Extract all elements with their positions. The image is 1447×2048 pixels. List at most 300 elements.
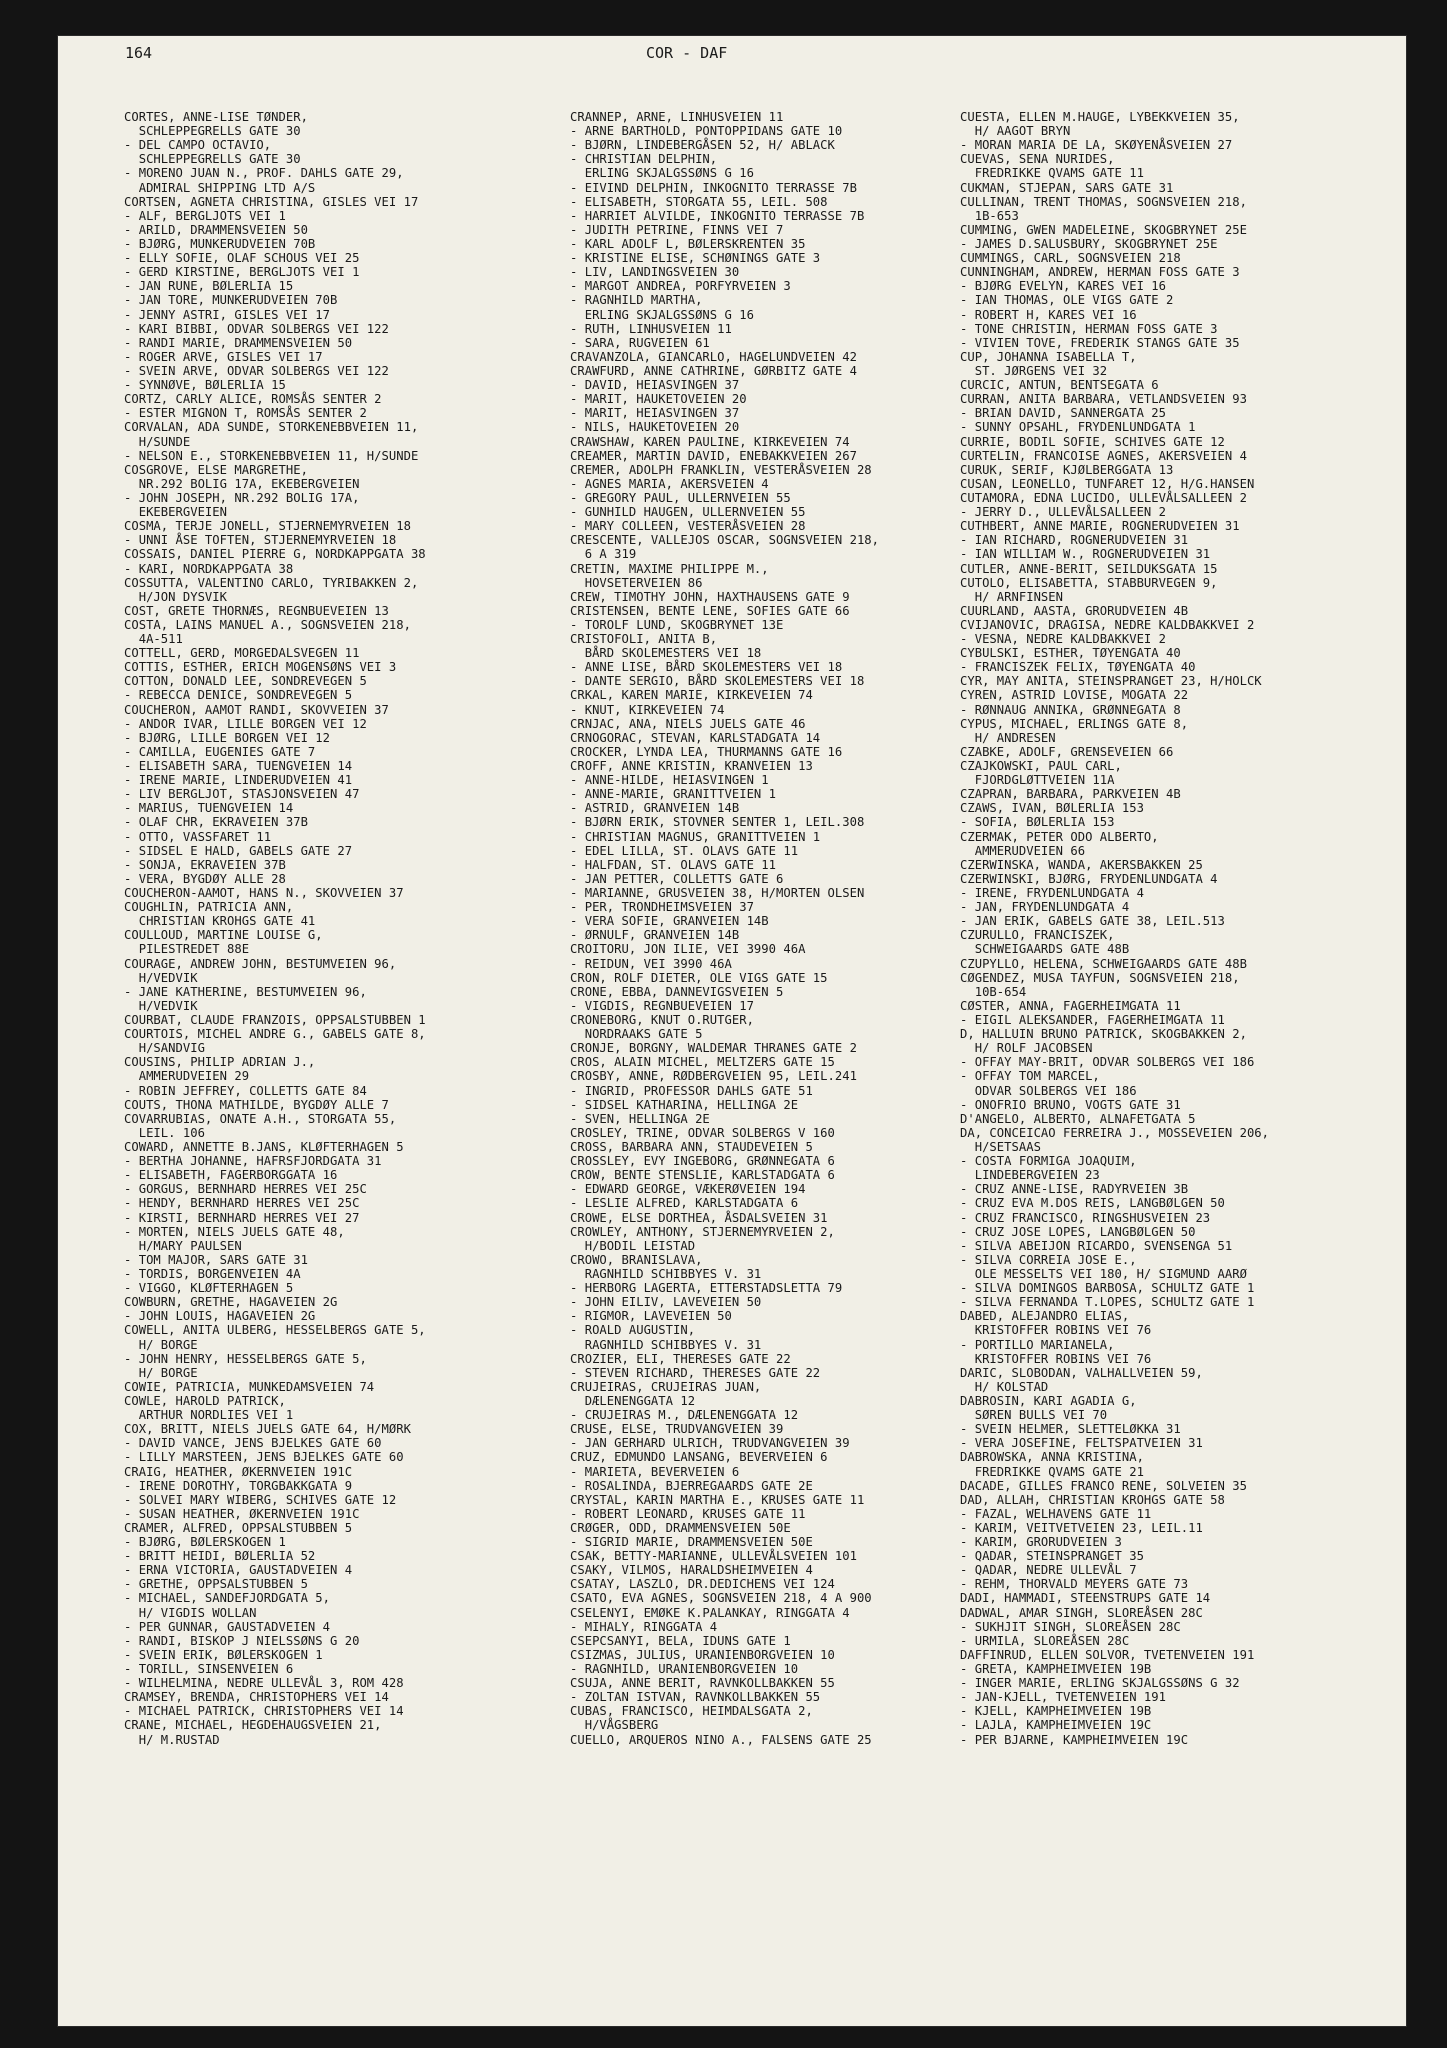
- directory-entry-line: CSAK, BETTY-MARIANNE, ULLEVÅLSVEIEN 101: [570, 1549, 857, 1564]
- directory-entry-line: - JAN PETTER, COLLETTS GATE 6: [570, 871, 784, 886]
- directory-entry-line: CRAWFURD, ANNE CATHRINE, GØRBITZ GATE 4: [570, 363, 857, 378]
- directory-entry-line: SCHLEPPEGRELLS GATE 30: [124, 124, 301, 139]
- directory-entry-line: - IRENE, FRYDENLUNDGATA 4: [960, 886, 1144, 901]
- directory-entry-line: - FAZAL, WELHAVENS GATE 11: [960, 1506, 1152, 1521]
- directory-entry-line: CYBULSKI, ESTHER, TØYENGATA 40: [960, 646, 1181, 661]
- directory-entry-line: - GREGORY PAUL, ULLERNVEIEN 55: [570, 490, 791, 505]
- directory-entry-line: CYR, MAY ANITA, STEINSPRANGET 23, H/HOLCK: [960, 674, 1262, 689]
- directory-entry-line: CROWLEY, ANTHONY, STJERNEMYRVEIEN 2,: [570, 1224, 835, 1239]
- directory-entry-line: SØREN BULLS VEI 70: [960, 1408, 1108, 1423]
- directory-entry-line: - RIGMOR, LAVEVEIEN 50: [570, 1309, 732, 1324]
- directory-entry-line: DABROWSKA, ANNA KRISTINA,: [960, 1450, 1144, 1465]
- directory-entry-line: CRUSE, ELSE, TRUDVANGVEIEN 39: [570, 1422, 784, 1437]
- directory-entry-line: CYPUS, MICHAEL, ERLINGS GATE 8,: [960, 716, 1189, 731]
- directory-entry-line: CREAMER, MARTIN DAVID, ENEBAKKVEIEN 267: [570, 448, 857, 463]
- directory-entry-line: AMMERUDVEIEN 66: [960, 843, 1086, 858]
- directory-entry-line: CRAIG, HEATHER, ØKERNVEIEN 191C: [124, 1464, 353, 1479]
- directory-entry-line: - GERD KIRSTINE, BERGLJOTS VEI 1: [124, 265, 360, 280]
- directory-entry-line: - GRETHE, OPPSALSTUBBEN 5: [124, 1577, 308, 1592]
- directory-entry-line: EKEBERGVEIEN: [124, 505, 228, 520]
- directory-entry-line: - REHM, THORVALD MEYERS GATE 73: [960, 1577, 1189, 1592]
- directory-entry-line: - INGER MARIE, ERLING SKJALGSSØNS G 32: [960, 1676, 1240, 1691]
- directory-entry-line: CURRIE, BODIL SOFIE, SCHIVES GATE 12: [960, 434, 1225, 449]
- directory-entry-line: COSSAIS, DANIEL PIERRE G, NORDKAPPGATA 38: [124, 547, 426, 562]
- directory-entry-line: RAGNHILD SCHIBBYES V. 31: [570, 1337, 762, 1352]
- directory-entry-line: FJORDGLØTTVEIEN 11A: [960, 773, 1115, 788]
- directory-entry-line: - PER BJARNE, KAMPHEIMVEIEN 19C: [960, 1732, 1189, 1747]
- directory-entry-line: H/ KOLSTAD: [960, 1379, 1049, 1394]
- directory-entry-line: CRAWSHAW, KAREN PAULINE, KIRKEVEIEN 74: [570, 434, 850, 449]
- directory-entry-line: - VERA JOSEFINE, FELTSPATVEIEN 31: [960, 1436, 1203, 1451]
- directory-entry-line: CROFF, ANNE KRISTIN, KRANVEIEN 13: [570, 759, 813, 774]
- directory-entry-line: LINDEBERGVEIEN 23: [960, 1168, 1100, 1183]
- directory-entry-line: - ARILD, DRAMMENSVEIEN 50: [124, 222, 308, 237]
- directory-entry-line: 1B-653: [960, 208, 1019, 223]
- directory-entry-line: - IAN THOMAS, OLE VIGS GATE 2: [960, 293, 1174, 308]
- directory-entry-line: CSATAY, LASZLO, DR.DEDICHENS VEI 124: [570, 1577, 835, 1592]
- directory-entry-line: - BERTHA JOHANNE, HAFRSFJORDGATA 31: [124, 1154, 382, 1169]
- directory-entry-line: - ELISABETH, STORGATA 55, LEIL. 508: [570, 194, 828, 209]
- directory-entry-line: COUCHERON-AAMOT, HANS N., SKOVVEIEN 37: [124, 886, 404, 901]
- directory-entry-line: - KARIM, GRORUDVEIEN 3: [960, 1535, 1122, 1550]
- directory-entry-line: - SOLVEI MARY WIBERG, SCHIVES GATE 12: [124, 1492, 397, 1507]
- directory-entry-line: CROWO, BRANISLAVA,: [570, 1252, 703, 1267]
- directory-entry-line: - CRUZ ANNE-LISE, RADYRVEIEN 3B: [960, 1182, 1189, 1197]
- directory-entry-line: CZUPYLLO, HELENA, SCHWEIGAARDS GATE 48B: [960, 956, 1247, 971]
- directory-entry-line: H/SANDVIG: [124, 1041, 205, 1056]
- directory-entry-line: H/SUNDE: [124, 434, 191, 449]
- directory-entry-line: CREMER, ADOLPH FRANKLIN, VESTERÅSVEIEN 28: [570, 462, 872, 477]
- directory-entry-line: - JENNY ASTRI, GISLES VEI 17: [124, 307, 331, 322]
- directory-entry-line: CSELENYI, EMØKE K.PALANKAY, RINGGATA 4: [570, 1605, 850, 1620]
- directory-entry-line: DADWAL, AMAR SINGH, SLOREÅSEN 28C: [960, 1605, 1203, 1620]
- directory-entry-line: ARTHUR NORDLIES VEI 1: [124, 1408, 294, 1423]
- directory-entry-line: - CRUZ JOSE LOPES, LANGBØLGEN 50: [960, 1224, 1196, 1239]
- directory-entry-line: - MORENO JUAN N., PROF. DAHLS GATE 29,: [124, 166, 404, 181]
- directory-entry-line: - LIV BERGLJOT, STASJONSVEIEN 47: [124, 787, 360, 802]
- directory-entry-line: - HENDY, BERNHARD HERRES VEI 25C: [124, 1196, 360, 1211]
- directory-entry-line: CURTELIN, FRANCOISE AGNES, AKERSVEIEN 4: [960, 448, 1247, 463]
- directory-entry-line: - MIHALY, RINGGATA 4: [570, 1619, 718, 1634]
- directory-entry-line: - KARI, NORDKAPPGATA 38: [124, 561, 294, 576]
- directory-entry-line: - EDWARD GEORGE, VÆKERØVEIEN 194: [570, 1182, 806, 1197]
- directory-entry-line: - IRENE DOROTHY, TORGBAKKGATA 9: [124, 1478, 353, 1493]
- directory-entry-line: - REBECCA DENICE, SONDREVEGEN 5: [124, 688, 353, 703]
- directory-entry-line: COUTS, THONA MATHILDE, BYGDØY ALLE 7: [124, 1097, 389, 1112]
- directory-entry-line: - RANDI, BISKOP J NIELSSØNS G 20: [124, 1633, 360, 1648]
- directory-entry-line: - CHRISTIAN MAGNUS, GRANITTVEIEN 1: [570, 829, 821, 844]
- directory-entry-line: H/MARY PAULSEN: [124, 1238, 242, 1253]
- directory-entry-line: - QADAR, STEINSPRANGET 35: [960, 1549, 1144, 1564]
- entry-column-3: [960, 110, 1269, 1747]
- directory-entry-line: H/VEDVIK: [124, 998, 198, 1013]
- directory-entry-line: COTTON, DONALD LEE, SONDREVEGEN 5: [124, 674, 367, 689]
- directory-entry-line: - GORGUS, BERNHARD HERRES VEI 25C: [124, 1182, 367, 1197]
- directory-entry-line: COURTOIS, MICHEL ANDRE G., GABELS GATE 8,: [124, 1027, 426, 1042]
- directory-entry-line: H/ VIGDIS WOLLAN: [124, 1605, 257, 1620]
- directory-entry-line: CROSS, BARBARA ANN, STAUDEVEIEN 5: [570, 1139, 813, 1154]
- directory-entry-line: CRAMSEY, BRENDA, CHRISTOPHERS VEI 14: [124, 1690, 389, 1705]
- directory-entry-line: - WILHELMINA, NEDRE ULLEVÅL 3, ROM 428: [124, 1676, 404, 1691]
- directory-entry-line: - VERA, BYGDØY ALLE 28: [124, 871, 286, 886]
- directory-entry-line: - SOFIA, BØLERLIA 153: [960, 815, 1115, 830]
- directory-entry-line: CROW, BENTE STENSLIE, KARLSTADGATA 6: [570, 1168, 835, 1183]
- directory-entry-line: - JUDITH PETRINE, FINNS VEI 7: [570, 222, 784, 237]
- directory-entry-line: - SUNNY OPSAHL, FRYDENLUNDGATA 1: [960, 420, 1196, 435]
- directory-entry-line: - MARGOT ANDREA, PORFYRVEIEN 3: [570, 279, 791, 294]
- directory-entry-line: DADI, HAMMADI, STEENSTRUPS GATE 14: [960, 1591, 1211, 1606]
- directory-entry-line: COURBAT, CLAUDE FRANZOIS, OPPSALSTUBBEN 1: [124, 1013, 426, 1027]
- directory-entry-line: - CHRISTIAN DELPHIN,: [570, 152, 718, 167]
- directory-entry-line: - MICHAEL PATRICK, CHRISTOPHERS VEI 14: [124, 1704, 404, 1719]
- directory-entry-line: - CRUJEIRAS M., DÆLENENGGATA 12: [570, 1408, 799, 1423]
- directory-entry-line: - SVEIN ARVE, ODVAR SOLBERGS VEI 122: [124, 363, 389, 378]
- directory-entry-line: - BRITT HEIDI, BØLERLIA 52: [124, 1549, 316, 1564]
- directory-entry-line: - JOHN LOUIS, HAGAVEIEN 2G: [124, 1309, 316, 1324]
- directory-entry-line: - ROBERT LEONARD, KRUSES GATE 11: [570, 1506, 806, 1521]
- directory-entry-line: - TORDIS, BORGENVEIEN 4A: [124, 1266, 301, 1281]
- directory-entry-line: - IAN RICHARD, ROGNERUDVEIEN 31: [960, 533, 1189, 548]
- directory-entry-line: CZAWS, IVAN, BØLERLIA 153: [960, 801, 1144, 816]
- directory-entry-line: CUSAN, LEONELLO, TUNFARET 12, H/G.HANSEN: [960, 476, 1255, 491]
- directory-entry-line: H/BODIL LEISTAD: [570, 1238, 696, 1253]
- directory-entry-line: - ROSALINDA, BJERREGAARDS GATE 2E: [570, 1478, 813, 1493]
- directory-entry-line: - SILVA DOMINGOS BARBOSA, SCHULTZ GATE 1: [960, 1281, 1255, 1296]
- directory-entry-line: - ROALD AUGUSTIN,: [570, 1323, 696, 1338]
- directory-entry-line: COWELL, ANITA ULBERG, HESSELBERGS GATE 5,: [124, 1323, 426, 1338]
- directory-entry-line: COTTIS, ESTHER, ERICH MOGENSØNS VEI 3: [124, 660, 397, 675]
- directory-entry-line: CROZIER, ELI, THERESES GATE 22: [570, 1351, 791, 1366]
- directory-entry-line: CRANE, MICHAEL, HEGDEHAUGSVEIEN 21,: [124, 1718, 382, 1733]
- directory-entry-line: - VIGGO, KLØFTERHAGEN 5: [124, 1281, 294, 1296]
- directory-entry-line: - JAMES D.SALUSBURY, SKOGBRYNET 25E: [960, 236, 1218, 251]
- directory-entry-line: - INGRID, PROFESSOR DAHLS GATE 51: [570, 1083, 813, 1098]
- directory-entry-line: CUESTA, ELLEN M.HAUGE, LYBEKKVEIEN 35,: [960, 110, 1240, 124]
- directory-entry-line: CULLINAN, TRENT THOMAS, SOGNSVEIEN 218,: [960, 194, 1247, 209]
- directory-entry-line: - IRENE MARIE, LINDERUDVEIEN 41: [124, 773, 353, 788]
- directory-entry-line: CUBAS, FRANCISCO, HEIMDALSGATA 2,: [570, 1704, 813, 1719]
- directory-entry-line: - ZOLTAN ISTVAN, RAVNKOLLBAKKEN 55: [570, 1690, 821, 1705]
- directory-entry-line: CUELLO, ARQUEROS NINO A., FALSENS GATE 25: [570, 1732, 872, 1747]
- directory-entry-line: CSUJA, ANNE BERIT, RAVNKOLLBAKKEN 55: [570, 1676, 835, 1691]
- directory-entry-line: CURUK, SERIF, KJØLBERGGATA 13: [960, 462, 1174, 477]
- directory-entry-line: H/VÅGSBERG: [570, 1718, 659, 1733]
- directory-entry-line: - MORAN MARIA DE LA, SKØYENÅSVEIEN 27: [960, 138, 1233, 153]
- directory-entry-line: - ØRNULF, GRANVEIEN 14B: [570, 928, 740, 943]
- directory-entry-line: - SARA, RUGVEIEN 61: [570, 335, 710, 350]
- directory-entry-line: - ESTER MIGNON T, ROMSÅS SENTER 2: [124, 406, 367, 421]
- directory-entry-line: - LILLY MARSTEEN, JENS BJELKES GATE 60: [124, 1450, 404, 1465]
- directory-entry-line: CSAKY, VILMOS, HARALDSHEIMVEIEN 4: [570, 1563, 813, 1578]
- directory-entry-line: H/ BORGE: [124, 1365, 198, 1380]
- directory-entry-line: - HARRIET ALVILDE, INKOGNITO TERRASSE 7B: [570, 208, 865, 223]
- directory-entry-line: - ANNE-HILDE, HEIASVINGEN 1: [570, 773, 769, 788]
- directory-entry-line: H/ M.RUSTAD: [124, 1732, 220, 1747]
- directory-entry-line: ERLING SKJALGSSØNS G 16: [570, 166, 754, 181]
- directory-entry-line: - LIV, LANDINGSVEIEN 30: [570, 265, 740, 280]
- directory-entry-line: COUGHLIN, PATRICIA ANN,: [124, 900, 294, 915]
- directory-entry-line: ODVAR SOLBERGS VEI 186: [960, 1083, 1137, 1098]
- directory-entry-line: - VERA SOFIE, GRANVEIEN 14B: [570, 914, 769, 929]
- directory-entry-line: CUMMINGS, CARL, SOGNSVEIEN 218: [960, 251, 1181, 266]
- directory-entry-line: - RANDI MARIE, DRAMMENSVEIEN 50: [124, 335, 353, 350]
- directory-entry-line: CORTES, ANNE-LISE TØNDER,: [124, 110, 308, 124]
- directory-entry-line: CRKAL, KAREN MARIE, KIRKEVEIEN 74: [570, 688, 813, 703]
- directory-entry-line: CRAVANZOLA, GIANCARLO, HAGELUNDVEIEN 42: [570, 349, 857, 364]
- directory-entry-line: - KIRSTI, BERNHARD HERRES VEI 27: [124, 1210, 360, 1225]
- directory-entry-line: - ONOFRIO BRUNO, VOGTS GATE 31: [960, 1097, 1181, 1112]
- directory-entry-line: CROSBY, ANNE, RØDBERGVEIEN 95, LEIL.241: [570, 1069, 857, 1084]
- directory-entry-line: CZAJKOWSKI, PAUL CARL,: [960, 759, 1122, 774]
- directory-entry-line: CUEVAS, SENA NURIDES,: [960, 152, 1115, 167]
- directory-entry-line: HOVSETERVEIEN 86: [570, 575, 703, 590]
- directory-entry-line: SCHLEPPEGRELLS GATE 30: [124, 152, 301, 167]
- directory-entry-line: CRØGER, ODD, DRAMMENSVEIEN 50E: [570, 1520, 791, 1535]
- directory-entry-line: - OTTO, VASSFARET 11: [124, 829, 272, 844]
- directory-entry-line: CRUJEIRAS, CRUJEIRAS JUAN,: [570, 1379, 762, 1394]
- directory-entry-line: CROS, ALAIN MICHEL, MELTZERS GATE 15: [570, 1055, 835, 1070]
- directory-entry-line: - FRANCISZEK FELIX, TØYENGATA 40: [960, 660, 1196, 675]
- directory-entry-line: DABROSIN, KARI AGADIA G,: [960, 1393, 1137, 1408]
- directory-entry-line: - KRISTINE ELISE, SCHØNINGS GATE 3: [570, 251, 821, 266]
- directory-entry-line: - LAJLA, KAMPHEIMVEIEN 19C: [960, 1718, 1152, 1733]
- directory-entry-line: - VIGDIS, REGNBUEVEIEN 17: [570, 998, 754, 1013]
- directory-entry-line: CRONE, EBBA, DANNEVIGSVEIEN 5: [570, 984, 784, 999]
- directory-entry-line: - HALFDAN, ST. OLAVS GATE 11: [570, 857, 777, 872]
- directory-entry-line: H/SETSAAS: [960, 1139, 1041, 1154]
- directory-entry-line: - MARIT, HAUKETOVEIEN 20: [570, 392, 747, 407]
- directory-entry-line: OLE MESSELTS VEI 180, H/ SIGMUND AARØ: [960, 1266, 1247, 1281]
- directory-entry-line: CRYSTAL, KARIN MARTHA E., KRUSES GATE 11: [570, 1492, 865, 1507]
- directory-entry-line: COULLOUD, MARTINE LOUISE G,: [124, 928, 323, 943]
- directory-entry-line: CZAPRAN, BARBARA, PARKVEIEN 4B: [960, 787, 1181, 802]
- directory-entry-line: H/ ARNFINSEN: [960, 589, 1064, 604]
- directory-entry-line: - SILVA ABEIJON RICARDO, SVENSENGA 51: [960, 1238, 1233, 1253]
- directory-entry-line: - MARY COLLEEN, VESTERÅSVEIEN 28: [570, 519, 806, 534]
- directory-entry-line: - JAN GERHARD ULRICH, TRUDVANGVEIEN 39: [570, 1436, 850, 1451]
- directory-entry-line: - ROBERT H, KARES VEI 16: [960, 307, 1137, 322]
- directory-entry-line: COX, BRITT, NIELS JUELS GATE 64, H/MØRK: [124, 1422, 411, 1437]
- directory-entry-line: - REIDUN, VEI 3990 46A: [570, 956, 732, 971]
- directory-entry-line: - VIVIEN TOVE, FREDERIK STANGS GATE 35: [960, 335, 1240, 350]
- directory-entry-line: 4A-511: [124, 632, 183, 647]
- directory-entry-line: CUTAMORA, EDNA LUCIDO, ULLEVÅLSALLEEN 2: [960, 490, 1247, 505]
- directory-entry-line: - SIDSEL KATHARINA, HELLINGA 2E: [570, 1097, 799, 1112]
- directory-entry-line: - TOM MAJOR, SARS GATE 31: [124, 1252, 308, 1267]
- directory-entry-line: - ANNE LISE, BÅRD SKOLEMESTERS VEI 18: [570, 660, 843, 675]
- directory-entry-line: CORVALAN, ADA SUNDE, STORKENEBBVEIEN 11,: [124, 420, 419, 435]
- directory-entry-line: - JERRY D., ULLEVÅLSALLEEN 2: [960, 505, 1167, 520]
- directory-entry-line: PILESTREDET 88E: [124, 942, 250, 957]
- directory-entry-line: - BJØRG, LILLE BORGEN VEI 12: [124, 730, 331, 745]
- directory-entry-line: CRETIN, MAXIME PHILIPPE M.,: [570, 561, 769, 576]
- directory-entry-line: CZURULLO, FRANCISZEK,: [960, 928, 1115, 943]
- directory-entry-line: - ALF, BERGLJOTS VEI 1: [124, 208, 286, 223]
- directory-entry-line: CHRISTIAN KROHGS GATE 41: [124, 914, 316, 929]
- directory-entry-line: - SIDSEL E HALD, GABELS GATE 27: [124, 843, 353, 858]
- directory-entry-line: CUTOLO, ELISABETTA, STABBURVEGEN 9,: [960, 575, 1218, 590]
- directory-entry-line: CSIZMAS, JULIUS, URANIENBORGVEIEN 10: [570, 1647, 835, 1662]
- directory-entry-line: - KARI BIBBI, ODVAR SOLBERGS VEI 122: [124, 321, 389, 336]
- directory-entry-line: AMMERUDVEIEN 29: [124, 1069, 250, 1084]
- directory-entry-line: - VESNA, NEDRE KALDBAKKVEI 2: [960, 632, 1167, 647]
- directory-entry-line: - STEVEN RICHARD, THERESES GATE 22: [570, 1365, 821, 1380]
- directory-entry-line: - JAN ERIK, GABELS GATE 38, LEIL.513: [960, 914, 1225, 929]
- directory-entry-line: KRISTOFFER ROBINS VEI 76: [960, 1351, 1152, 1366]
- directory-entry-line: - BJØRN, LINDEBERGÅSEN 52, H/ ABLACK: [570, 138, 835, 153]
- directory-entry-line: - URMILA, SLOREÅSEN 28C: [960, 1633, 1130, 1648]
- directory-entry-line: CRISTENSEN, BENTE LENE, SOFIES GATE 66: [570, 603, 850, 618]
- directory-entry-line: - MICHAEL, SANDEFJORDGATA 5,: [124, 1591, 331, 1606]
- directory-entry-line: CUMMING, GWEN MADELEINE, SKOGBRYNET 25E: [960, 222, 1247, 237]
- directory-entry-line: - MARIT, HEIASVINGEN 37: [570, 406, 740, 421]
- directory-entry-line: - LESLIE ALFRED, KARLSTADGATA 6: [570, 1196, 799, 1211]
- directory-entry-line: - BJØRG, BØLERSKOGEN 1: [124, 1535, 286, 1550]
- directory-entry-line: CZABKE, ADOLF, GRENSEVEIEN 66: [960, 744, 1174, 759]
- directory-entry-line: COURAGE, ANDREW JOHN, BESTUMVEIEN 96,: [124, 956, 397, 971]
- directory-entry-line: COSMA, TERJE JONELL, STJERNEMYRVEIEN 18: [124, 519, 411, 534]
- directory-entry-line: CORTZ, CARLY ALICE, ROMSÅS SENTER 2: [124, 392, 382, 407]
- directory-entry-line: - RAGNHILD, URANIENBORGVEIEN 10: [570, 1662, 799, 1677]
- directory-entry-line: 6 A 319: [570, 547, 637, 562]
- page-number: 164: [125, 44, 153, 62]
- directory-entry-line: CUTLER, ANNE-BERIT, SEILDUKSGATA 15: [960, 561, 1218, 576]
- directory-entry-line: - DAVID VANCE, JENS BJELKES GATE 60: [124, 1436, 382, 1451]
- directory-entry-line: - SIGRID MARIE, DRAMMENSVEIEN 50E: [570, 1535, 813, 1550]
- directory-entry-line: CRISTOFOLI, ANITA B,: [570, 632, 718, 647]
- directory-entry-line: FREDRIKKE QVAMS GATE 21: [960, 1464, 1144, 1479]
- directory-entry-line: - HERBORG LAGERTA, ETTERSTADSLETTA 79: [570, 1281, 843, 1296]
- directory-entry-line: - ELISABETH SARA, TUENGVEIEN 14: [124, 759, 353, 774]
- directory-entry-line: CZERWINSKA, WANDA, AKERSBAKKEN 25: [960, 857, 1203, 872]
- directory-entry-line: - JAN-KJELL, TVETENVEIEN 191: [960, 1690, 1167, 1705]
- directory-entry-line: CØSTER, ANNA, FAGERHEIMGATA 11: [960, 998, 1181, 1013]
- directory-entry-line: - ANDOR IVAR, LILLE BORGEN VEI 12: [124, 716, 367, 731]
- directory-entry-line: - KNUT, KIRKEVEIEN 74: [570, 702, 725, 717]
- directory-entry-line: COTTELL, GERD, MORGEDALSVEGEN 11: [124, 646, 360, 661]
- directory-entry-line: - MARIANNE, GRUSVEIEN 38, H/MORTEN OLSEN: [570, 886, 865, 901]
- directory-entry-line: - ROBIN JEFFREY, COLLETTS GATE 84: [124, 1083, 367, 1098]
- directory-entry-line: - RØNNAUG ANNIKA, GRØNNEGATA 8: [960, 702, 1181, 717]
- directory-entry-line: - GUNHILD HAUGEN, ULLERNVEIEN 55: [570, 505, 806, 520]
- directory-entry-line: - OLAF CHR, EKRAVEIEN 37B: [124, 815, 308, 830]
- directory-entry-line: H/ AAGOT BRYN: [960, 124, 1071, 139]
- directory-entry-line: - RUTH, LINHUSVEIEN 11: [570, 321, 732, 336]
- directory-entry-line: H/ ROLF JACOBSEN: [960, 1041, 1093, 1056]
- directory-entry-line: - ASTRID, GRANVEIEN 14B: [570, 801, 740, 816]
- directory-entry-line: COWIE, PATRICIA, MUNKEDAMSVEIEN 74: [124, 1379, 375, 1394]
- directory-entry-line: COWARD, ANNETTE B.JANS, KLØFTERHAGEN 5: [124, 1139, 404, 1154]
- directory-entry-line: - JAN, FRYDENLUNDGATA 4: [960, 900, 1130, 915]
- directory-entry-line: D, HALLUIN BRUNO PATRICK, SKOGBAKKEN 2,: [960, 1027, 1247, 1042]
- directory-entry-line: - IAN WILLIAM W., ROGNERUDVEIEN 31: [960, 547, 1211, 562]
- directory-entry-line: H/JON DYSVIK: [124, 589, 228, 604]
- directory-entry-line: - RAGNHILD MARTHA,: [570, 293, 703, 308]
- directory-entry-line: - KARL ADOLF L, BØLERSKRENTEN 35: [570, 236, 806, 251]
- directory-entry-line: - TOROLF LUND, SKOGBRYNET 13E: [570, 617, 784, 632]
- directory-entry-line: - SUSAN HEATHER, ØKERNVEIEN 191C: [124, 1506, 360, 1521]
- directory-entry-line: - TORILL, SINSENVEIEN 6: [124, 1662, 294, 1677]
- directory-entry-line: - CRUZ EVA M.DOS REIS, LANGBØLGEN 50: [960, 1196, 1225, 1211]
- directory-entry-line: - MARIUS, TUENGVEIEN 14: [124, 801, 294, 816]
- directory-entry-line: CSEPCSANYI, BELA, IDUNS GATE 1: [570, 1633, 791, 1648]
- entry-column-1: [124, 110, 426, 1747]
- directory-entry-line: COVARRUBIAS, ONATE A.H., STORGATA 55,: [124, 1111, 397, 1126]
- directory-entry-line: COSTA, LAINS MANUEL A., SOGNSVEIEN 218,: [124, 617, 411, 632]
- directory-entry-line: - PER, TRONDHEIMSVEIEN 37: [570, 900, 754, 915]
- directory-entry-line: CRUZ, EDMUNDO LANSANG, BEVERVEIEN 6: [570, 1450, 828, 1465]
- directory-entry-line: CUKMAN, STJEPAN, SARS GATE 31: [960, 180, 1174, 195]
- directory-entry-line: NORDRAAKS GATE 5: [570, 1027, 703, 1042]
- directory-entry-line: H/VEDVIK: [124, 970, 198, 985]
- directory-entry-line: COUCHERON, AAMOT RANDI, SKOVVEIEN 37: [124, 702, 389, 717]
- directory-entry-line: - JOHN EILIV, LAVEVEIEN 50: [570, 1295, 762, 1310]
- directory-entry-line: CRNOGORAC, STEVAN, KARLSTADGATA 14: [570, 730, 821, 745]
- directory-entry-line: DAD, ALLAH, CHRISTIAN KROHGS GATE 58: [960, 1492, 1225, 1507]
- directory-entry-line: ST. JØRGENS VEI 32: [960, 363, 1108, 378]
- directory-entry-line: - MORTEN, NIELS JUELS GATE 48,: [124, 1224, 345, 1239]
- directory-entry-line: FREDRIKKE QVAMS GATE 11: [960, 166, 1144, 181]
- directory-entry-line: - DEL CAMPO OCTAVIO,: [124, 138, 272, 153]
- directory-entry-line: CRANNEP, ARNE, LINHUSVEIEN 11: [570, 110, 784, 124]
- directory-entry-line: - JOHN HENRY, HESSELBERGS GATE 5,: [124, 1351, 367, 1366]
- directory-entry-line: CRONEBORG, KNUT O.RUTGER,: [570, 1013, 754, 1027]
- directory-entry-line: - EDEL LILLA, ST. OLAVS GATE 11: [570, 843, 799, 858]
- directory-entry-line: DACADE, GILLES FRANCO RENE, SOLVEIEN 35: [960, 1478, 1247, 1493]
- directory-entry-line: COSGROVE, ELSE MARGRETHE,: [124, 462, 308, 477]
- directory-entry-line: - SVEN, HELLINGA 2E: [570, 1111, 710, 1126]
- directory-entry-line: - NILS, HAUKETOVEIEN 20: [570, 420, 740, 435]
- directory-entry-line: CRON, ROLF DIETER, OLE VIGS GATE 15: [570, 970, 828, 985]
- directory-entry-line: CRONJE, BORGNY, WALDEMAR THRANES GATE 2: [570, 1041, 857, 1056]
- directory-entry-line: - TONE CHRISTIN, HERMAN FOSS GATE 3: [960, 321, 1218, 336]
- directory-entry-line: CUURLAND, AASTA, GRORUDVEIEN 4B: [960, 603, 1189, 618]
- directory-entry-line: - SVEIN ERIK, BØLERSKOGEN 1: [124, 1647, 323, 1662]
- directory-entry-line: CROSSLEY, EVY INGEBORG, GRØNNEGATA 6: [570, 1154, 835, 1169]
- directory-entry-line: - ROGER ARVE, GISLES VEI 17: [124, 349, 323, 364]
- directory-entry-line: - CRUZ FRANCISCO, RINGSHUSVEIEN 23: [960, 1210, 1211, 1225]
- directory-entry-line: KRISTOFFER ROBINS VEI 76: [960, 1323, 1152, 1338]
- directory-entry-line: - SYNNØVE, BØLERLIA 15: [124, 378, 286, 393]
- directory-entry-line: - AGNES MARIA, AKERSVEIEN 4: [570, 476, 769, 491]
- directory-entry-line: - KARIM, VEITVETVEIEN 23, LEIL.11: [960, 1520, 1203, 1535]
- directory-entry-line: - BJØRN ERIK, STOVNER SENTER 1, LEIL.308: [570, 815, 865, 830]
- directory-entry-line: - ARNE BARTHOLD, PONTOPPIDANS GATE 10: [570, 124, 843, 139]
- directory-entry-line: CROITORU, JON ILIE, VEI 3990 46A: [570, 942, 806, 957]
- directory-entry-line: CROCKER, LYNDA LEA, THURMANNS GATE 16: [570, 744, 843, 759]
- directory-entry-line: BÅRD SKOLEMESTERS VEI 18: [570, 646, 762, 661]
- directory-entry-line: - COSTA FORMIGA JOAQUIM,: [960, 1154, 1137, 1169]
- directory-entry-line: CSATO, EVA AGNES, SOGNSVEIEN 218, 4 A 900: [570, 1591, 872, 1606]
- directory-entry-line: - OFFAY TOM MARCEL,: [960, 1069, 1100, 1084]
- directory-entry-line: - GRETA, KAMPHEIMVEIEN 19B: [960, 1662, 1152, 1677]
- directory-entry-line: CYREN, ASTRID LOVISE, MOGATA 22: [960, 688, 1189, 703]
- directory-entry-line: CURCIC, ANTUN, BENTSEGATA 6: [960, 378, 1159, 393]
- directory-entry-line: - CAMILLA, EUGENIES GATE 7: [124, 744, 316, 759]
- directory-entry-line: H/ BORGE: [124, 1337, 198, 1352]
- directory-entry-line: DABED, ALEJANDRO ELIAS,: [960, 1309, 1130, 1324]
- directory-entry-line: - ELISABETH, FAGERBORGGATA 16: [124, 1168, 338, 1183]
- directory-entry-line: - ANNE-MARIE, GRANITTVEIEN 1: [570, 787, 777, 802]
- directory-entry-line: - ELLY SOFIE, OLAF SCHOUS VEI 25: [124, 251, 360, 266]
- directory-entry-line: DAFFINRUD, ELLEN SOLVOR, TVETENVEIEN 191: [960, 1647, 1255, 1662]
- directory-entry-line: - SILVA FERNANDA T.LOPES, SCHULTZ GATE 1: [960, 1295, 1255, 1310]
- directory-entry-line: - OFFAY MAY-BRIT, ODVAR SOLBERGS VEI 186: [960, 1055, 1255, 1070]
- directory-entry-line: DARIC, SLOBODAN, VALHALLVEIEN 59,: [960, 1365, 1203, 1380]
- directory-entry-line: COWLE, HAROLD PATRICK,: [124, 1393, 286, 1408]
- directory-entry-line: CØGENDEZ, MUSA TAYFUN, SOGNSVEIEN 218,: [960, 970, 1240, 985]
- directory-entry-line: CVIJANOVIC, DRAGISA, NEDRE KALDBAKKVEI 2: [960, 617, 1255, 632]
